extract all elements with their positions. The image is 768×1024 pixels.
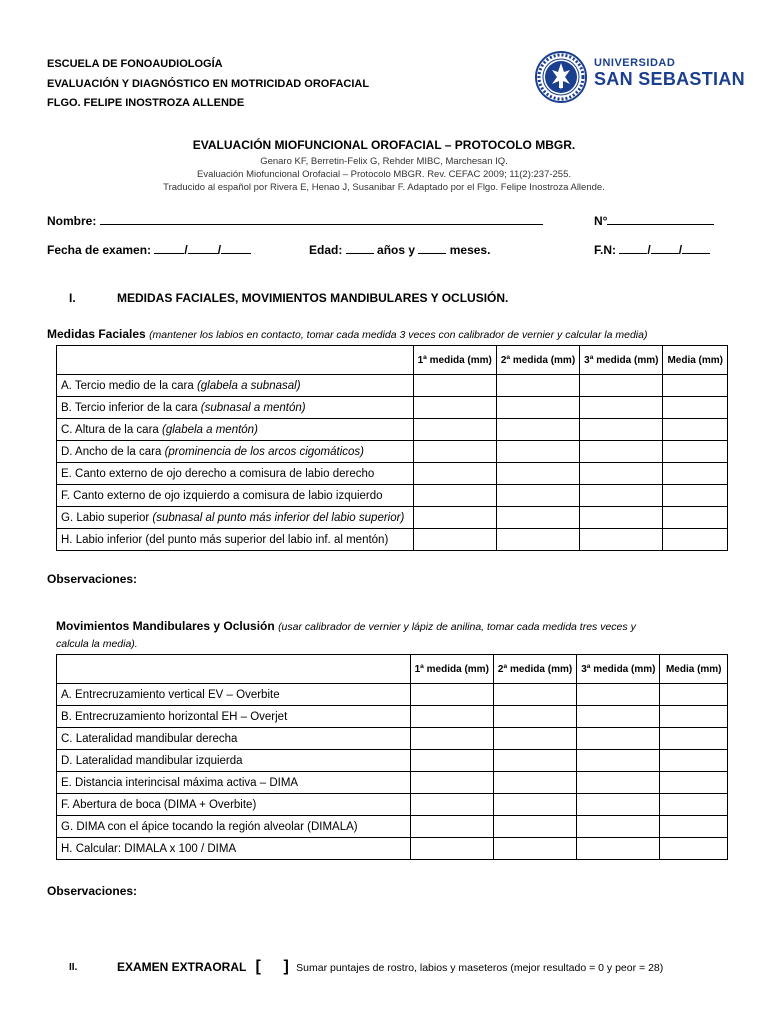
section-2-note: Sumar puntajes de rostro, labios y maseteros (mejor resultado = 0 y peor = 28)	[296, 962, 664, 974]
section-2-number: II.	[69, 962, 78, 973]
nombre-line[interactable]	[100, 213, 543, 225]
translation-line: Traducido al español por Rivera E, Henao J, Susanibar F. Adaptado por el Flgo. Felipe Inostroza Allende.	[163, 182, 605, 193]
input-cell[interactable]	[660, 816, 728, 838]
input-cell[interactable]	[663, 485, 728, 507]
table-row	[57, 772, 728, 794]
row-label: B. Entrecruzamiento horizontal EH – Overjet	[57, 706, 411, 728]
input-cell[interactable]	[410, 728, 493, 750]
fn-day-line[interactable]	[619, 242, 647, 254]
input-cell[interactable]	[663, 419, 728, 441]
row-label: A. Tercio medio de la cara	[61, 379, 194, 392]
fecha-month-line[interactable]	[188, 242, 218, 254]
table-row	[57, 816, 728, 838]
score-bracket-open: [	[255, 958, 261, 975]
input-cell[interactable]	[413, 485, 496, 507]
row-note: (prominencia de los arcos cigomáticos)	[164, 445, 364, 458]
date-separator: /	[647, 243, 651, 257]
mandibular-table	[56, 654, 728, 860]
table-row	[57, 728, 728, 750]
input-cell[interactable]	[413, 463, 496, 485]
row-label: A. Entrecruzamiento vertical EV – Overbite	[57, 684, 411, 706]
header-blank	[57, 346, 414, 375]
header-media: Media (mm)	[660, 655, 728, 684]
fn-year-line[interactable]	[682, 242, 710, 254]
input-cell[interactable]	[413, 529, 496, 551]
section-2-heading	[117, 958, 663, 976]
input-cell[interactable]	[663, 529, 728, 551]
row-label: E. Distancia interincisal máxima activa – DIMA	[57, 772, 411, 794]
row-note: (glabela a mentón)	[162, 423, 258, 436]
input-cell[interactable]	[496, 419, 579, 441]
input-cell[interactable]	[660, 684, 728, 706]
row-label: F. Canto externo de ojo izquierdo a comisura de labio izquierdo	[61, 489, 383, 502]
row-label: H. Calcular: DIMALA x 100 / DIMA	[57, 838, 411, 860]
mandibular-note-cont: calcula la media).	[56, 638, 138, 650]
input-cell[interactable]	[660, 794, 728, 816]
input-cell[interactable]	[660, 750, 728, 772]
date-separator: /	[184, 243, 188, 257]
input-cell[interactable]	[410, 750, 493, 772]
input-cell[interactable]	[580, 529, 663, 551]
citation-line: Evaluación Miofuncional Orofacial – Protocolo MBGR. Rev. CEFAC 2009; 11(2):237-255.	[196, 169, 572, 180]
mandibular-note: (usar calibrador de vernier y lápiz de anilina, tomar cada medida tres veces y	[278, 621, 636, 633]
input-cell[interactable]	[496, 507, 579, 529]
edad-label: Edad:	[309, 243, 343, 257]
table-row	[57, 485, 728, 507]
header-media: Media (mm)	[663, 346, 728, 375]
input-cell[interactable]	[413, 397, 496, 419]
input-cell[interactable]	[580, 419, 663, 441]
row-label: C. Lateralidad mandibular derecha	[57, 728, 411, 750]
row-note: (glabela a subnasal)	[196, 379, 301, 392]
logo-line-name: SAN SEBASTIAN	[594, 69, 745, 89]
table-row	[57, 529, 728, 551]
date-separator: /	[678, 243, 683, 257]
header-blank	[57, 655, 411, 684]
input-cell[interactable]	[413, 375, 496, 397]
nombre-label: Nombre:	[47, 214, 97, 228]
row-note: (subnasal a mentón)	[200, 401, 306, 414]
table-row	[57, 375, 728, 397]
input-cell[interactable]	[580, 463, 663, 485]
input-cell[interactable]	[496, 441, 579, 463]
input-cell[interactable]	[413, 419, 496, 441]
input-cell[interactable]	[580, 485, 663, 507]
input-cell[interactable]	[493, 750, 576, 772]
row-label: C. Altura de la cara	[61, 423, 159, 436]
mandibular-heading	[56, 619, 636, 633]
row-label: B. Tercio inferior de la cara	[61, 401, 198, 414]
fecha-label: Fecha de examen:	[47, 243, 152, 257]
facial-measures-table	[56, 345, 728, 551]
input-cell[interactable]	[493, 838, 576, 860]
table-row	[57, 750, 728, 772]
input-cell[interactable]	[496, 463, 579, 485]
section-1-title: MEDIDAS FACIALES, MOVIMIENTOS MANDIBULARES Y OCLUSIÓN.	[117, 291, 509, 305]
table-row	[57, 463, 728, 485]
input-cell[interactable]	[580, 507, 663, 529]
header-line-course: EVALUACIÓN Y DIAGNÓSTICO EN MOTRICIDAD OROFACIAL	[47, 77, 370, 90]
fecha-year-line[interactable]	[221, 242, 251, 254]
edad-years-line[interactable]	[346, 242, 374, 254]
header-line-author: FLGO. FELIPE INOSTROZA ALLENDE	[47, 97, 245, 109]
table-row	[57, 441, 728, 463]
input-cell[interactable]	[413, 507, 496, 529]
table-row	[57, 794, 728, 816]
table-row	[57, 706, 728, 728]
institution-header	[47, 55, 369, 114]
input-cell[interactable]	[577, 838, 660, 860]
table-row	[57, 838, 728, 860]
input-cell[interactable]	[663, 463, 728, 485]
fn-label: F.N:	[594, 243, 616, 257]
input-cell[interactable]	[660, 772, 728, 794]
row-label: G. Labio superior	[61, 511, 150, 524]
table-row	[57, 684, 728, 706]
input-cell[interactable]	[577, 772, 660, 794]
edad-field[interactable]	[309, 242, 490, 257]
input-cell[interactable]	[660, 838, 728, 860]
input-cell[interactable]	[580, 375, 663, 397]
input-cell[interactable]	[493, 728, 576, 750]
anios-label: años y	[377, 243, 416, 257]
input-cell[interactable]	[493, 772, 576, 794]
input-cell[interactable]	[663, 397, 728, 419]
row-label: E. Canto externo de ojo derecho a comisura de labio derecho	[61, 467, 375, 480]
input-cell[interactable]	[496, 485, 579, 507]
input-cell[interactable]	[410, 772, 493, 794]
facial-measures-heading	[47, 327, 647, 341]
input-cell[interactable]	[410, 684, 493, 706]
input-cell[interactable]	[496, 397, 579, 419]
input-cell[interactable]	[493, 706, 576, 728]
table-row	[57, 397, 728, 419]
section-2-title: EXAMEN EXTRAORAL	[117, 960, 247, 974]
header-medida-3: 3ª medida (mm)	[577, 655, 660, 684]
input-cell[interactable]	[493, 684, 576, 706]
input-cell[interactable]	[496, 529, 579, 551]
input-cell[interactable]	[410, 838, 493, 860]
authors-line: Genaro KF, Berretin-Felix G, Rehder MIBC, Marchesan IQ.	[260, 156, 508, 167]
mandibular-observaciones-label: Observaciones:	[47, 884, 138, 898]
edad-months-line[interactable]	[418, 242, 446, 254]
input-cell[interactable]	[577, 816, 660, 838]
row-label: G. DIMA con el ápice tocando la región alveolar (DIMALA)	[57, 816, 411, 838]
input-cell[interactable]	[410, 816, 493, 838]
input-cell[interactable]	[660, 728, 728, 750]
fecha-field[interactable]	[47, 242, 251, 257]
header-medida-1: 1ª medida (mm)	[413, 346, 496, 375]
header-medida-3: 3ª medida (mm)	[580, 346, 663, 375]
numero-label: N°	[594, 214, 608, 228]
row-label: D. Lateralidad mandibular izquierda	[57, 750, 411, 772]
row-label: F. Abertura de boca (DIMA + Overbite)	[57, 794, 411, 816]
facial-note: (mantener los labios en contacto, tomar cada medida 3 veces con calibrador de vernier y calcular la media)	[149, 329, 648, 341]
input-cell[interactable]	[580, 397, 663, 419]
date-separator: /	[217, 243, 222, 257]
score-bracket-close: ]	[283, 958, 289, 975]
fn-month-line[interactable]	[651, 242, 679, 254]
header-line-school: ESCUELA DE FONOAUDIOLOGÍA	[47, 58, 223, 70]
facial-title: Medidas Faciales	[47, 327, 146, 341]
table-row	[57, 419, 728, 441]
section-1-number: I.	[69, 291, 76, 305]
table-header-row	[57, 346, 728, 375]
input-cell[interactable]	[663, 507, 728, 529]
input-cell[interactable]	[493, 816, 576, 838]
input-cell[interactable]	[577, 750, 660, 772]
input-cell[interactable]	[577, 728, 660, 750]
numero-line[interactable]	[607, 213, 714, 225]
row-label: D. Ancho de la cara	[61, 445, 162, 458]
table-row	[57, 507, 728, 529]
input-cell[interactable]	[410, 706, 493, 728]
row-label: H. Labio inferior (del punto más superior del labio inf. al mentón)	[61, 533, 389, 546]
meses-label: meses.	[449, 243, 491, 257]
input-cell[interactable]	[410, 794, 493, 816]
fecha-day-line[interactable]	[154, 242, 184, 254]
mandibular-title: Movimientos Mandibulares y Oclusión	[56, 619, 275, 633]
nombre-field[interactable]	[47, 213, 543, 228]
header-medida-1: 1ª medida (mm)	[410, 655, 493, 684]
table-header-row	[57, 655, 728, 684]
header-medida-2: 2ª medida (mm)	[496, 346, 579, 375]
numero-field[interactable]	[594, 213, 714, 228]
university-seal-icon	[534, 50, 588, 104]
input-cell[interactable]	[577, 706, 660, 728]
document-title: EVALUACIÓN MIOFUNCIONAL OROFACIAL – PROTOCOLO MBGR.	[192, 138, 576, 152]
input-cell[interactable]	[496, 375, 579, 397]
input-cell[interactable]	[413, 441, 496, 463]
fn-field[interactable]	[594, 242, 710, 257]
university-logo	[534, 50, 764, 104]
header-medida-2: 2ª medida (mm)	[493, 655, 576, 684]
input-cell[interactable]	[660, 706, 728, 728]
facial-observaciones-label: Observaciones:	[47, 572, 138, 586]
logo-line-universidad: UNIVERSIDAD	[594, 57, 676, 69]
input-cell[interactable]	[663, 375, 728, 397]
input-cell[interactable]	[577, 794, 660, 816]
input-cell[interactable]	[577, 684, 660, 706]
input-cell[interactable]	[663, 441, 728, 463]
input-cell[interactable]	[580, 441, 663, 463]
row-note: (subnasal al punto más inferior del labio superior)	[152, 511, 405, 524]
input-cell[interactable]	[493, 794, 576, 816]
